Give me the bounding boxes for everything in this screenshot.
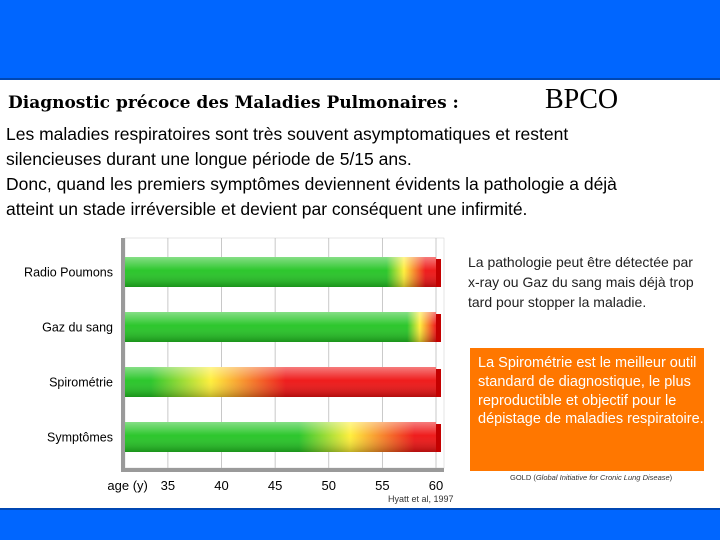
bar-end-cap [436,259,441,287]
category-label: Radio Poumons [24,265,113,280]
x-tick-label: 55 [375,478,390,493]
header-divider [0,78,720,80]
gold-prefix: GOLD ( [510,473,536,482]
intro-line-4: atteint un stade irréversible et devient par conséquent une infirmité. [6,199,528,219]
intro-line-2: silencieuses durant une longue période de 5/15 ans. [6,149,412,169]
intro-line-3: Donc, quand les premiers symptômes deviennent évidents la pathologie a déjà [6,174,617,194]
slide-subtitle: Diagnostic précoce des Maladies Pulmonaires : [8,93,459,113]
slide-title: BPCO [545,84,619,115]
bar-shading [125,367,436,397]
bar-shading [125,312,436,342]
category-label: Gaz du sang [42,320,113,335]
intro-line-1: Les maladies respiratoires sont très souvent asymptomatiques et restent [6,124,569,144]
y-axis-wall [121,238,125,472]
x-tick-label: 45 [267,478,283,493]
category-label: Spirométrie [49,375,113,390]
bar-shading [125,422,436,452]
bar-end-cap [436,314,441,342]
gold-suffix: ) [669,473,673,482]
bar-shading [125,257,436,287]
header-band [0,0,720,78]
spirometry-callout: La Spirométrie est le meilleur outil standard de diagnostique, le plus reproductible et objectif pour le dépistage de maladies respiratoire. [470,348,704,471]
category-label: Symptômes [47,430,113,445]
gold-source [510,473,672,482]
bar-end-cap [436,369,441,397]
x-tick-label: 35 [160,478,176,493]
citation: Hyatt et al, 1997 [388,494,454,504]
x-axis-label: age (y) [107,478,148,493]
x-tick-label: 40 [214,478,229,493]
x-axis-floor [121,468,444,472]
footer-band [0,510,720,540]
gold-name: Global Initiative for Cronic Lung Disease [535,473,670,482]
age-detection-chart [0,230,465,510]
pathology-note: La pathologie peut être détectée par x-ray ou Gaz du sang mais déjà trop tard pour stopper la maladie. [468,254,694,310]
x-tick-label: 60 [428,478,444,493]
bar-end-cap [436,424,441,452]
x-tick-label: 50 [321,478,336,493]
